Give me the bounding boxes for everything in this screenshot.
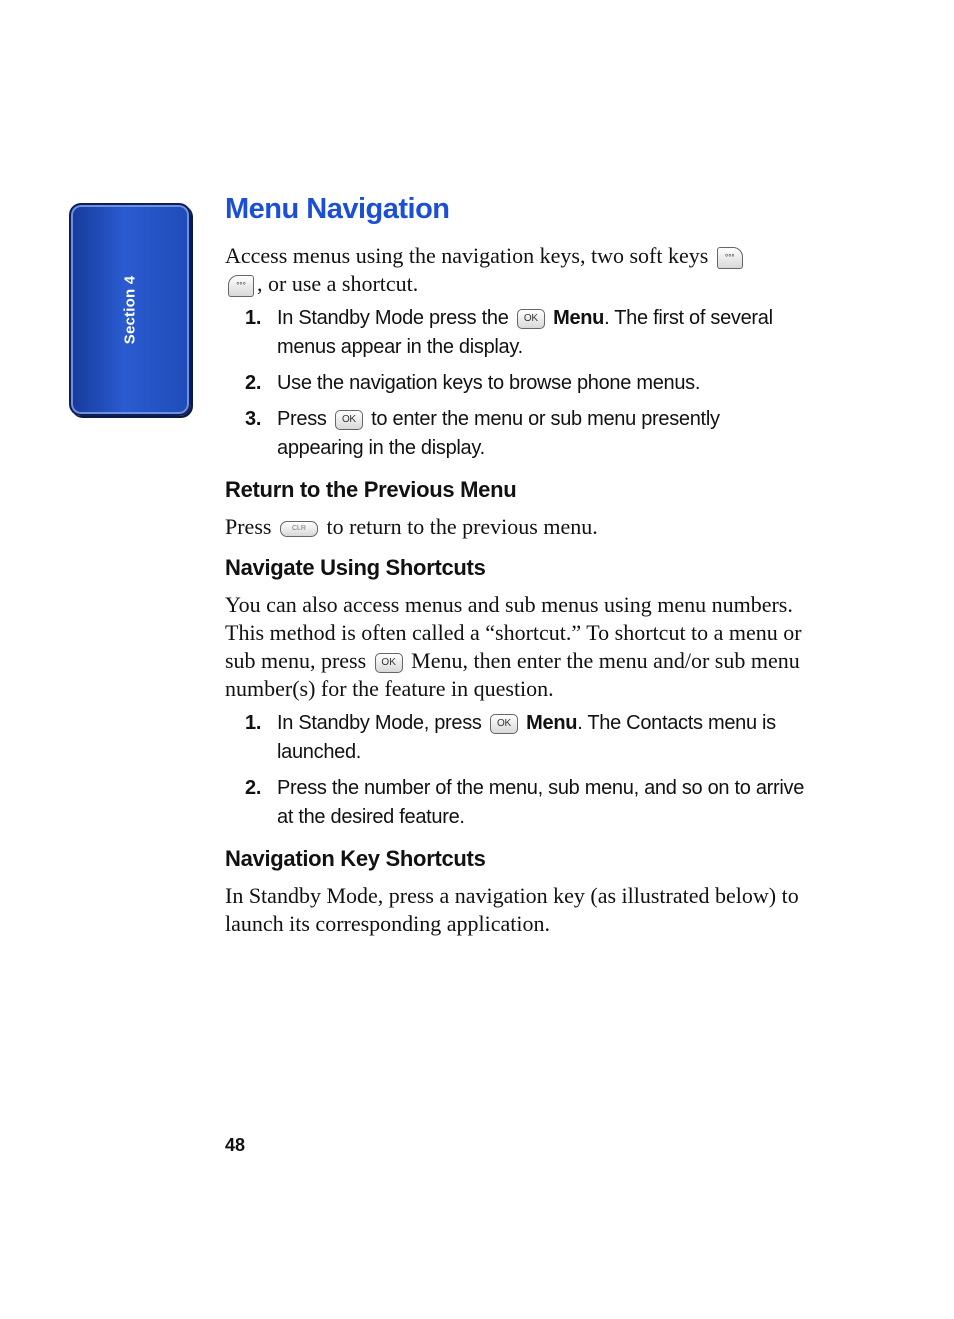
step-bold-text: Menu xyxy=(526,712,578,734)
shortcuts-text-before: You can also access menus and sub menus using menu numbers. This method is often called a “shortcut.” To shortcut to a menu or sub menu, press xyxy=(225,592,802,673)
step-number: 1. xyxy=(245,307,262,329)
shortcut-steps-list xyxy=(225,709,805,832)
shortcuts-text-after: Menu, then enter the menu and/or sub menu number(s) for the feature in question. xyxy=(225,648,800,701)
return-paragraph xyxy=(225,513,805,541)
step-text: Use the navigation keys to browse phone menus. xyxy=(277,372,701,394)
page-number: 48 xyxy=(225,1135,246,1155)
step-text: . The first of several menus appear in the display. xyxy=(277,307,773,358)
list-item xyxy=(245,774,805,832)
section-tab xyxy=(69,203,191,416)
step-text: In Standby Mode press the xyxy=(277,307,509,329)
section-tab-label: Section 4 xyxy=(121,275,139,344)
ok-key-icon: OK xyxy=(517,309,545,329)
soft-key-icon: °°° xyxy=(228,275,254,297)
step-text: Press xyxy=(277,408,327,430)
step-number: 2. xyxy=(245,372,262,394)
ok-key-icon: OK xyxy=(335,410,363,430)
shortcuts-heading: Navigate Using Shortcuts xyxy=(225,555,486,580)
step-text: Press the number of the menu, sub menu, and so on to arrive at the desired feature. xyxy=(277,777,805,828)
step-bold-text: Menu xyxy=(553,307,605,329)
menu-steps-list xyxy=(225,304,805,463)
return-text-before: Press xyxy=(225,514,272,539)
step-text: . The Contacts menu is launched. xyxy=(277,712,776,763)
clr-key-icon: CLR xyxy=(280,521,318,537)
list-item xyxy=(245,304,805,362)
step-number: 3. xyxy=(245,408,262,430)
ok-key-icon: OK xyxy=(375,653,403,673)
soft-key-icon: °°° xyxy=(717,247,743,269)
step-number: 1. xyxy=(245,712,262,734)
list-item xyxy=(245,709,805,767)
step-text: In Standby Mode, press xyxy=(277,712,482,734)
list-item xyxy=(245,369,805,398)
return-heading: Return to the Previous Menu xyxy=(225,477,517,502)
page-title: Menu Navigation xyxy=(225,193,450,225)
step-text: to enter the menu or sub menu presently appearing in the display. xyxy=(277,408,720,459)
shortcuts-paragraph xyxy=(225,591,805,703)
list-item xyxy=(245,405,805,463)
return-text-after: to return to the previous menu. xyxy=(326,514,598,539)
page-content xyxy=(225,193,805,944)
nav-key-paragraph: In Standby Mode, press a navigation key (as illustrated below) to launch its corresponding application. xyxy=(225,883,799,936)
intro-text-before: Access menus using the navigation keys, two soft keys xyxy=(225,243,709,268)
intro-paragraph xyxy=(225,242,805,298)
nav-key-heading: Navigation Key Shortcuts xyxy=(225,846,486,871)
ok-key-icon: OK xyxy=(490,714,518,734)
intro-text-after: , or use a shortcut. xyxy=(257,271,419,296)
step-number: 2. xyxy=(245,777,262,799)
